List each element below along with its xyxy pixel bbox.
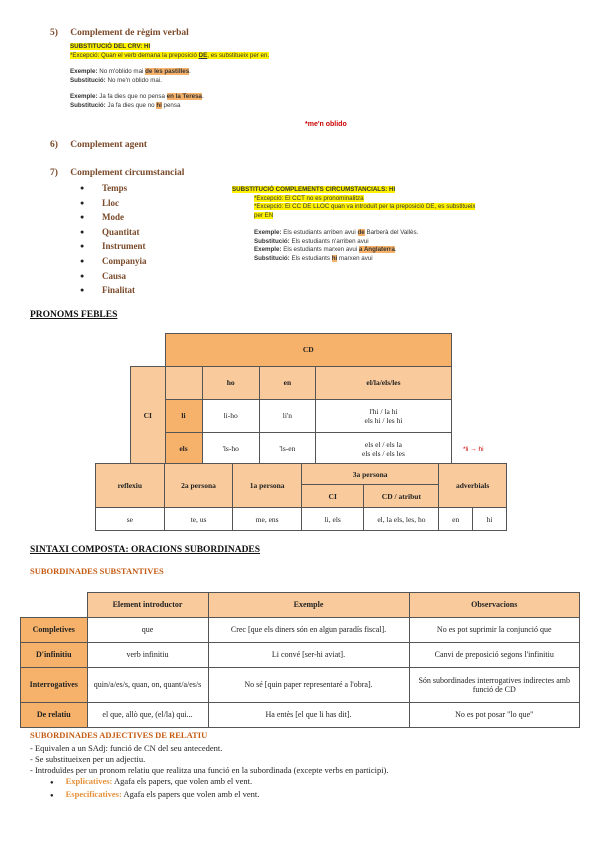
crv-substitution-1: Substitució: No me'n oblido mai.: [70, 76, 162, 84]
cell-els-en: 'ls-en: [259, 432, 315, 465]
col-ho: ho: [202, 366, 259, 399]
me-n-oblido-note: *me'n oblido: [305, 121, 347, 128]
interrogatives-exemple: No sé [quin paper representaré a l'obra].: [208, 667, 409, 702]
section-7-title: Complement circumstancial: [70, 168, 185, 178]
h-adverbials: adverbials: [439, 464, 507, 508]
v-hi: hi: [473, 508, 507, 531]
cc-item-temps: ● Temps: [80, 181, 147, 196]
cc-item-companyia: ● Companyia: [80, 254, 147, 269]
de-relatiu-element: el que, allò que, (el/la) qui...: [87, 702, 208, 727]
section-5-title: Complement de règim verbal: [70, 28, 189, 38]
cell-li-ho: li-ho: [202, 399, 259, 432]
relatiu-line-1: - Equivalen a un SAdj: funció de CN del seu antecedent.: [30, 743, 223, 753]
relatiu-bullet-especificatives: ● Especificatives: Agafa els papers que volen amb el vent.: [50, 789, 260, 799]
dinfinitiu-exemple: Li convé [ser-hi aviat].: [208, 642, 409, 667]
pronoms-combination-table: [130, 333, 452, 466]
dinfinitiu-observacions: Canvi de preposició segons l'infinitiu: [409, 642, 580, 667]
cc-type-list: [80, 181, 147, 298]
v-2a-persona: te, us: [164, 508, 233, 531]
cc-exception-2: *Excepció: El CC DE LLOC quan va introduït per la preposició DE, es substitueix per EN: [254, 203, 476, 219]
cc-example-2: Exemple: Els estudiants marxen avui a Anglaterra.: [254, 246, 397, 253]
cell-li-el: l'hi / la hi els hi / les hi: [315, 399, 451, 432]
section-6-number: 6): [50, 140, 58, 150]
cell-els-el: els el / els la els els / els les: [315, 432, 451, 465]
h-cd-atribut: CD / atribut: [364, 485, 439, 508]
v-en: en: [439, 508, 473, 531]
section-7-heading: [50, 168, 184, 178]
row-interrogatives: Interrogatives: [21, 667, 88, 702]
empty-subcorner: [165, 366, 202, 399]
subordinades-substantives-table: [20, 592, 580, 728]
row-de-relatiu: De relatiu: [21, 702, 88, 727]
li-hi-note: *li → hi: [463, 446, 484, 453]
h-reflexiu: reflexiu: [96, 464, 165, 508]
row-dinfinitiu: D'infinitiu: [21, 642, 88, 667]
h-exemple: Exemple: [208, 593, 409, 618]
relatiu-line-2: - Se substitueixen per un adjectiu.: [30, 754, 146, 764]
sintaxi-composta-title: SINTAXI COMPOSTA: ORACIONS SUBORDINADES: [30, 545, 261, 555]
cd-header: CD: [165, 334, 452, 367]
crv-substitution-block: [70, 43, 370, 110]
interrogatives-observacions: Són subordinades interrogatives indirectes amb funció de CD: [409, 667, 580, 702]
empty-corner: [131, 334, 166, 367]
h-2a-persona: 2a persona: [164, 464, 233, 508]
v-reflexiu: se: [96, 508, 165, 531]
section-6-title: Complement agent: [70, 140, 148, 150]
crv-substitution-title: SUBSTITUCIÓ DEL CRV: HI: [70, 43, 151, 50]
section-7-number: 7): [50, 168, 58, 178]
v-1a-persona: me, ens: [233, 508, 302, 531]
dinfinitiu-element: verb infinitiu: [87, 642, 208, 667]
completives-element: que: [87, 617, 208, 642]
relatiu-description: [30, 743, 590, 802]
h-element-introductor: Element introductor: [87, 593, 208, 618]
cc-substitution-block: [232, 186, 482, 263]
section-6-heading: [50, 140, 147, 150]
subordinades-substantives-title: SUBORDINADES SUBSTANTIVES: [30, 566, 164, 576]
relatiu-bullet-explicatives: ● Explicatives: Agafa els papers, que volen amb el vent.: [50, 776, 253, 786]
row-li: li: [165, 399, 202, 432]
col-en: en: [259, 366, 315, 399]
de-relatiu-observacions: No es pot posar "lo que": [409, 702, 580, 727]
col-el-la-els-les: el/la/els/les: [315, 366, 451, 399]
cc-item-mode: ● Mode: [80, 210, 147, 225]
cc-substitution-2: Substitució: Els estudiants hi marxen avui: [254, 254, 373, 262]
relatiu-line-3: - Introduïdes per un pronom relatiu que realitza una funció en la subordinada (excepte verbs en participi).: [30, 765, 389, 775]
row-els: els: [165, 432, 202, 465]
cc-item-quantitat: ● Quantitat: [80, 225, 147, 240]
pronoms-febles-title: PRONOMS FEBLES: [30, 310, 118, 320]
crv-exception: *Excepció: Quan el verb demana la preposició DE, es substitueix per en.: [70, 51, 270, 59]
cc-example-1: Exemple: Els estudiants arriben avui de Barberà del Vallès.: [254, 229, 419, 236]
section-5-heading: [50, 28, 189, 38]
cell-li-en: li'n: [259, 399, 315, 432]
cell-els-ho: 'ls-ho: [202, 432, 259, 465]
reflexiu-persona-table: [95, 463, 507, 531]
table-corner: [21, 593, 88, 618]
ci-header: CI: [131, 366, 166, 465]
crv-example-1: Exemple: No m'oblido mai de les pastilles.: [70, 68, 191, 75]
cc-substitution-1: Substitució: Els estudiants n'arriben avui: [254, 237, 369, 245]
v-ci: li, els: [301, 508, 364, 531]
completives-observacions: No es pot suprimir la conjunció que: [409, 617, 580, 642]
cc-item-lloc: ● Lloc: [80, 196, 147, 211]
h-1a-persona: 1a persona: [233, 464, 302, 508]
h-3a-persona: 3a persona: [301, 464, 438, 485]
de-relatiu-exemple: Ha entès [el que li has dit].: [208, 702, 409, 727]
v-cd-atribut: el, la els, les, ho: [364, 508, 439, 531]
subordinades-relatiu-title: SUBORDINADES ADJECTIVES DE RELATIU: [30, 730, 208, 740]
cc-substitution-title: SUBSTITUCIÓ COMPLEMENTS CIRCUMSTANCIALS: HI: [232, 186, 396, 193]
cc-exception-1: *Excepció: El CCT no es pronominalitza: [254, 194, 364, 202]
cc-item-finalitat: ● Finalitat: [80, 283, 147, 298]
interrogatives-element: quin/a/es/s, quan, on, quant/a/es/s: [87, 667, 208, 702]
h-ci: CI: [301, 485, 364, 508]
crv-substitution-2: Substitució: Ja fa dies que no hi pensa: [70, 101, 181, 109]
crv-example-2: Exemple: Ja fa dies que no pensa en la Teresa.: [70, 93, 204, 100]
row-completives: Completives: [21, 617, 88, 642]
section-5-number: 5): [50, 28, 58, 38]
h-observacions: Observacions: [409, 593, 580, 618]
cc-item-causa: ● Causa: [80, 269, 147, 284]
cc-item-instrument: ● Instrument: [80, 239, 147, 254]
completives-exemple: Crec [que els diners són en algun paradís fiscal].: [208, 617, 409, 642]
